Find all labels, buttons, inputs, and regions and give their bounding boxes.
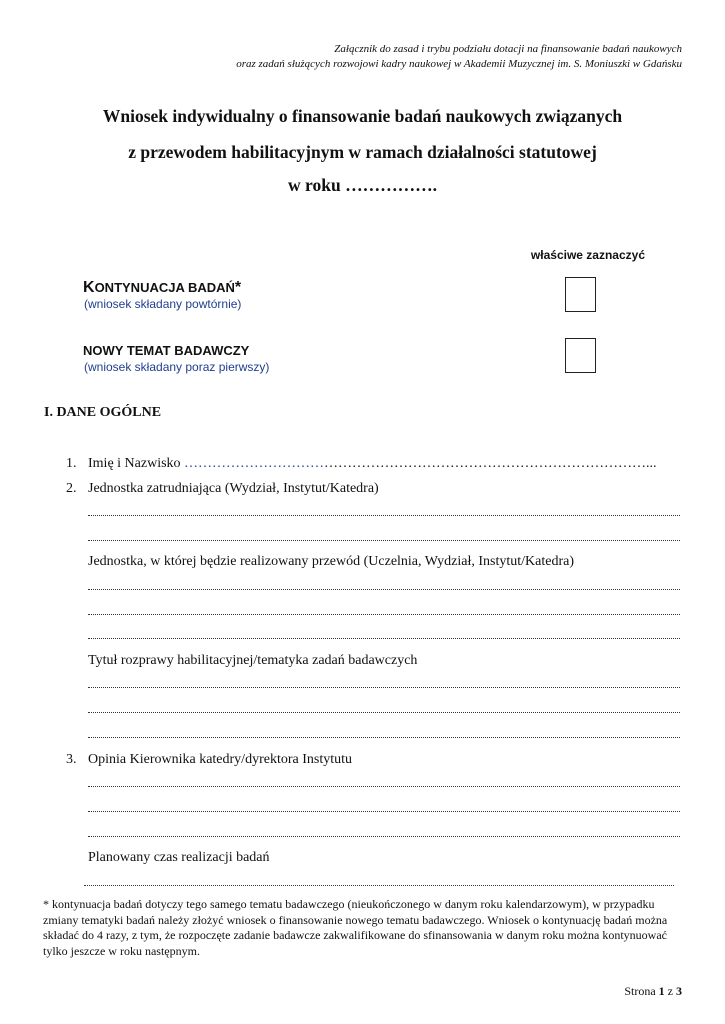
header-line-2: oraz zadań służących rozwojowi kadry naukowej w Akademii Muzycznej im. S. Moniuszki w Gdańsku [236,58,682,70]
item-2-number: 2. [66,481,77,496]
planned-time-field[interactable] [84,885,674,886]
option-continuation-rest: ONTYNUACJA BADAŃ [94,280,235,295]
page-separator: z [664,984,676,998]
item-3-number: 3. [66,752,77,767]
item-1-row [88,456,657,472]
option-new-topic-checkbox[interactable] [565,338,596,373]
option-continuation-subtitle: (wniosek składany powtórnie) [84,297,242,311]
option-continuation-initial: K [83,279,95,296]
dissertation-field-line-2[interactable] [88,712,680,713]
title-line-2: z przewodem habilitacyjnym w ramach działalności statutowej [128,142,597,162]
dissertation-field-line-1[interactable] [88,687,680,688]
footnote: * kontynuacja badań dotyczy tego samego tematu badawczego (nieukończonego w danym roku kalendarzowym), w przypadku zmiany tematyki badań należy złożyć wniosek o finansowanie nowego tematu badawczego. Wniosek o kontynuację badań można składać do 4 razy, z tym, że rozpoczęte zadanie badawcze zakwalifikowane do sfinansowania w danym roku można kontynuować tylko jeszcze w roku następnym. [43,897,668,958]
page-current: 1 [658,984,665,998]
item-1-label: Imię i Nazwisko [88,456,181,471]
title-line-1: Wniosek indywidualny o finansowanie badań naukowych związanych [102,106,623,126]
document-header [122,42,682,72]
header-line-1: Załącznik do zasad i trybu podziału dotacji na finansowanie badań naukowych [334,43,682,55]
page-prefix: Strona [624,984,659,998]
name-field-dots-blue[interactable]: ………………………… [184,456,325,471]
opinion-field-line-2[interactable] [88,811,680,812]
planned-time-label: Planowany czas realizacji badań [88,850,270,865]
opinion-field-line-3[interactable] [88,836,680,837]
dissertation-title-label: Tytuł rozprawy habilitacyjnej/tematyka zadań badawczych [88,653,418,668]
employer-field-line-2[interactable] [88,540,680,541]
item-3-label: Opinia Kierownika katedry/dyrektora Instytutu [88,752,352,767]
section-heading: I. DANE OGÓLNE [44,405,162,420]
research-unit-label: Jednostka, w której będzie realizowany przewód (Uczelnia, Wydział, Instytut/Katedra) [88,554,574,569]
name-field-dots[interactable]: ……………………………………………………………... [324,456,657,471]
item-2-label: Jednostka zatrudniająca (Wydział, Instytut/Katedra) [88,481,379,496]
title-line-3: w roku ……………. [288,175,437,195]
research-unit-field-line-3[interactable] [88,638,680,639]
research-unit-field-line-1[interactable] [88,589,680,590]
opinion-field-line-1[interactable] [88,786,680,787]
dissertation-field-line-3[interactable] [88,737,680,738]
option-continuation-title [83,279,241,297]
choice-hint: właściwe zaznaczyć [530,248,645,262]
option-new-topic-title: NOWY TEMAT BADAWCZY [83,343,250,358]
option-continuation-checkbox[interactable] [565,277,596,312]
option-continuation-star: * [234,279,242,296]
research-unit-field-line-2[interactable] [88,614,680,615]
page-number [624,984,682,999]
employer-field-line-1[interactable] [88,515,680,516]
page-total: 3 [676,984,682,998]
option-new-topic-subtitle: (wniosek składany poraz pierwszy) [84,360,270,374]
item-1-number: 1. [66,456,77,471]
